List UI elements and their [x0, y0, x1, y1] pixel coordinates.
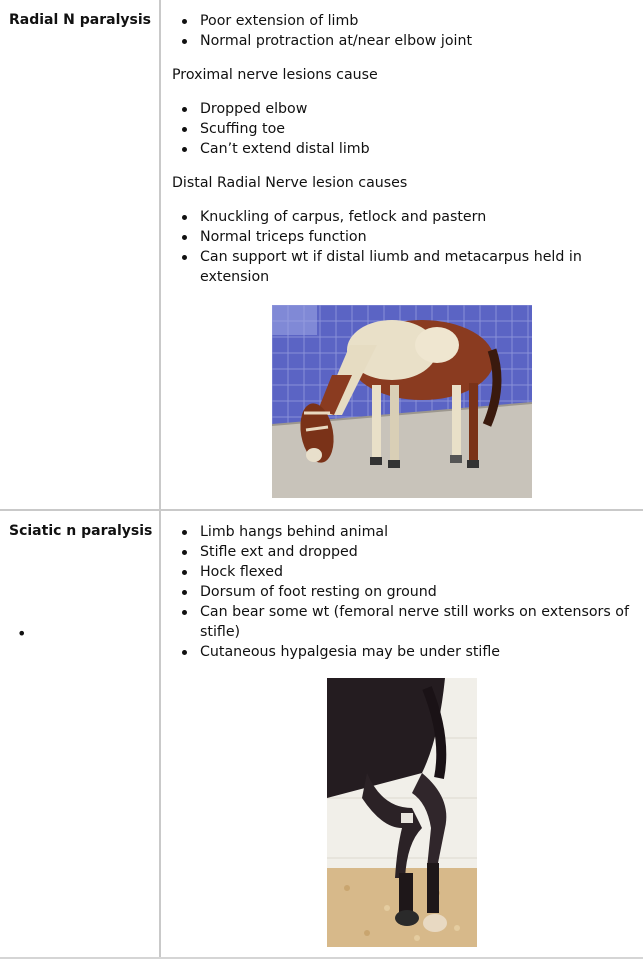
- sciatic-details: [172, 522, 632, 662]
- table-column-divider: [159, 0, 161, 959]
- sciatic-list: [172, 522, 632, 662]
- condition-label-sciatic: Sciatic n paralysis: [9, 523, 153, 539]
- sciatic-paralysis-limb-photo: [327, 678, 477, 947]
- condition-label-radial: Radial N paralysis: [9, 12, 151, 28]
- bullet-glyph: •: [17, 624, 27, 643]
- list-item: Stifle ext and dropped: [172, 542, 632, 562]
- proximal-heading: Proximal nerve lesions cause: [172, 67, 378, 83]
- list-item: Normal protraction at/near elbow joint: [172, 31, 632, 51]
- radial-paralysis-horse-photo: [272, 305, 532, 498]
- distal-heading: Distal Radial Nerve lesion causes: [172, 175, 408, 191]
- list-item: Limb hangs behind animal: [172, 522, 632, 542]
- proximal-list: [172, 99, 632, 159]
- list-item: Cutaneous hypalgesia may be under stifle: [172, 642, 632, 662]
- distal-list: [172, 207, 632, 287]
- list-item: Hock flexed: [172, 562, 632, 582]
- radial-details: [172, 11, 632, 287]
- list-item: Scuffing toe: [172, 119, 632, 139]
- list-item: Can’t extend distal limb: [172, 139, 632, 159]
- list-item: Knuckling of carpus, fetlock and pastern: [172, 207, 632, 227]
- list-item: Poor extension of limb: [172, 11, 632, 31]
- list-item: Can bear some wt (femoral nerve still works on extensors of stifle): [172, 602, 632, 642]
- list-item: Dorsum of foot resting on ground: [172, 582, 632, 602]
- list-item: Can support wt if distal liumb and metacarpus held in extension: [172, 247, 632, 287]
- list-item: Normal triceps function: [172, 227, 632, 247]
- radial-intro-list: [172, 11, 632, 51]
- table-row-divider: [0, 509, 643, 511]
- list-item: Dropped elbow: [172, 99, 632, 119]
